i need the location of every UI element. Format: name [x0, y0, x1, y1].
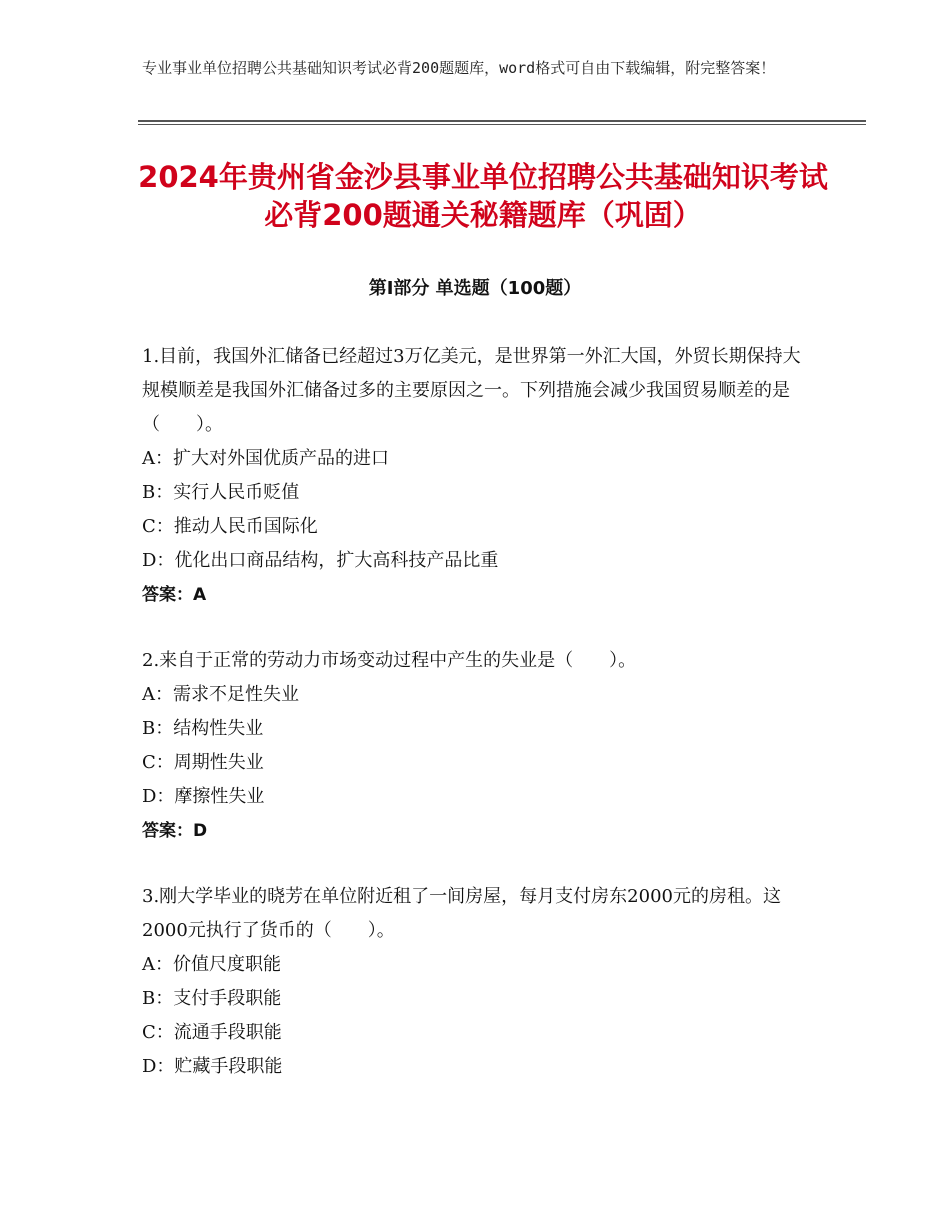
option-b: B：支付手段职能	[142, 988, 282, 1009]
question-3	[142, 880, 812, 1084]
section-heading: 第Ⅰ部分 单选题（100题）	[368, 278, 582, 299]
document-title: 2024年贵州省金沙县事业单位招聘公共基础知识考试必背200题通关秘籍题库（巩固）	[138, 160, 828, 232]
option-d: D：优化出口商品结构，扩大高科技产品比重	[142, 550, 499, 571]
question-list	[142, 340, 812, 1116]
option-c: C：推动人民币国际化	[142, 516, 318, 537]
option-a: A：扩大对外国优质产品的进口	[142, 448, 389, 469]
header-divider-thin	[138, 124, 866, 125]
header-note: 专业事业单位招聘公共基础知识考试必背200题题库，word格式可自由下载编辑，附完整答案！	[142, 59, 776, 77]
option-c: C：流通手段职能	[142, 1022, 282, 1043]
option-d: D：摩擦性失业	[142, 786, 265, 807]
question-stem: 3.刚大学毕业的晓芳在单位附近租了一间房屋，每月支付房东2000元的房租。这2000元执行了货币的（ ）。	[142, 886, 781, 941]
question-stem: 1.目前，我国外汇储备已经超过3万亿美元，是世界第一外汇大国，外贸长期保持大规模顺差是我国外汇储备过多的主要原因之一。下列措施会减少我国贸易顺差的是（ ）。	[142, 346, 801, 435]
option-c: C：周期性失业	[142, 752, 264, 773]
header-divider	[138, 120, 866, 122]
option-d: D：贮藏手段职能	[142, 1056, 283, 1077]
question-1	[142, 340, 812, 612]
question-stem: 2.来自于正常的劳动力市场变动过程中产生的失业是（ ）。	[142, 650, 637, 671]
answer: 答案：D	[142, 821, 208, 841]
answer: 答案：A	[142, 585, 207, 605]
option-b: B：实行人民币贬值	[142, 482, 300, 503]
option-a: A：价值尺度职能	[142, 954, 281, 975]
option-b: B：结构性失业	[142, 718, 264, 739]
question-2	[142, 644, 812, 848]
option-a: A：需求不足性失业	[142, 684, 299, 705]
